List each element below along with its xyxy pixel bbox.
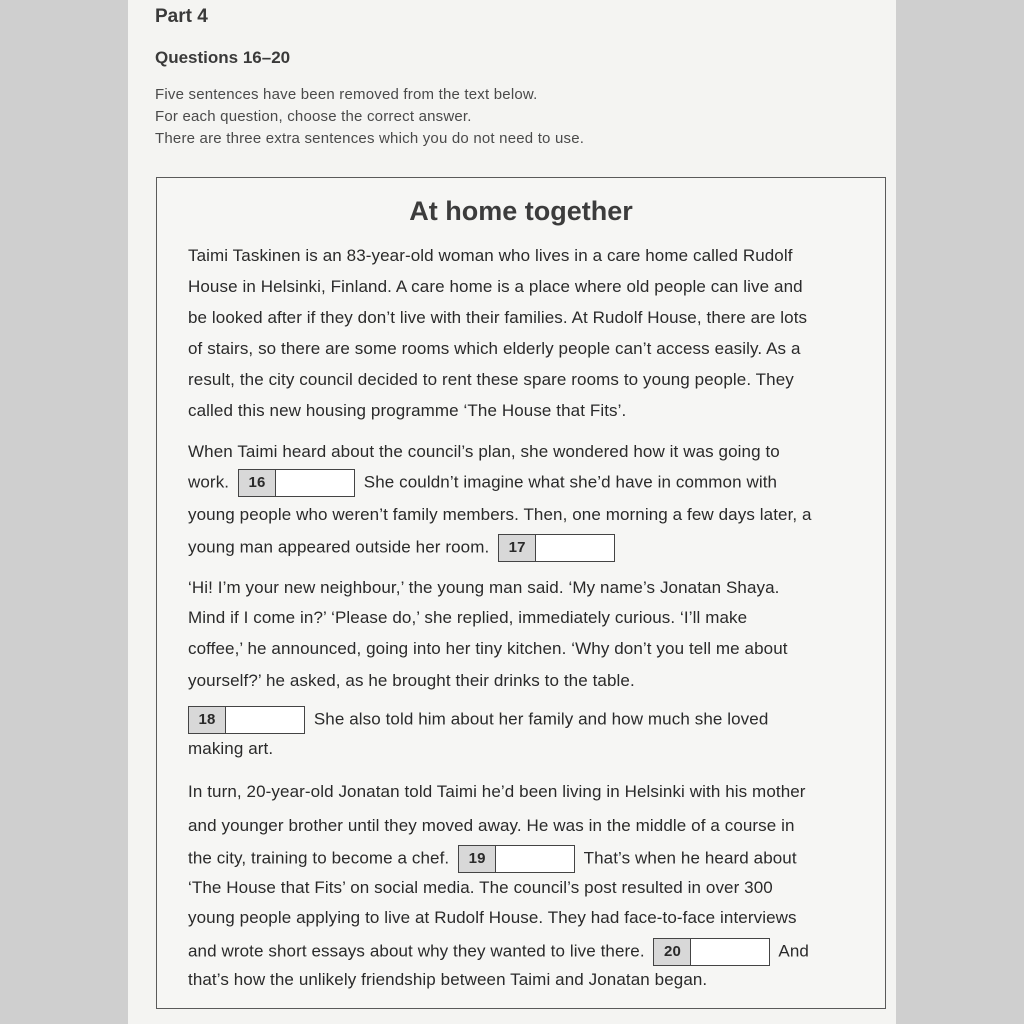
text-segment: and wrote short essays about why they wanted to live there. <box>188 941 645 961</box>
instruction-line: Five sentences have been removed from the text below. <box>155 86 538 103</box>
gap-number: 18 <box>189 707 226 733</box>
answer-gap-16[interactable] <box>238 469 355 497</box>
text-line: called this new housing programme ‘The House that Fits’. <box>188 401 627 420</box>
text-line <box>188 706 768 734</box>
text-line <box>188 534 619 562</box>
part-title: Part 4 <box>155 6 208 27</box>
text-line: young people who weren’t family members. Then, one morning a few days later, a <box>188 505 812 524</box>
gap-blank[interactable] <box>536 535 614 561</box>
text-line <box>188 845 797 873</box>
text-segment: She couldn’t imagine what she’d have in common with <box>363 472 778 492</box>
text-line: making art. <box>188 739 274 758</box>
text-segment: work. <box>188 472 230 492</box>
text-line: of stairs, so there are some rooms which elderly people can’t access easily. As a <box>188 339 801 358</box>
gap-number: 20 <box>654 939 691 965</box>
text-line <box>188 938 809 966</box>
instruction-line: For each question, choose the correct answer. <box>155 108 472 125</box>
text-segment: the city, training to become a chef. <box>188 848 450 868</box>
text-line: ‘Hi! I’m your new neighbour,’ the young man said. ‘My name’s Jonatan Shaya. <box>188 578 780 597</box>
text-line: yourself?’ he asked, as he brought their drinks to the table. <box>188 671 635 690</box>
gap-blank[interactable] <box>691 939 769 965</box>
answer-gap-20[interactable] <box>653 938 770 966</box>
text-line: that’s how the unlikely friendship between Taimi and Jonatan began. <box>188 970 708 989</box>
answer-gap-18[interactable] <box>188 706 305 734</box>
text-segment: And <box>778 941 809 961</box>
instruction-line: There are three extra sentences which you do not need to use. <box>155 130 585 147</box>
gap-blank[interactable] <box>276 470 354 496</box>
answer-gap-17[interactable] <box>498 534 615 562</box>
exam-page <box>128 0 896 1024</box>
article-box <box>156 177 886 1009</box>
text-segment: That’s when he heard about <box>583 848 797 868</box>
text-segment: young man appeared outside her room. <box>188 537 490 557</box>
gap-number: 16 <box>239 470 276 496</box>
gap-number: 17 <box>499 535 536 561</box>
text-line: result, the city council decided to rent these spare rooms to young people. They <box>188 370 794 389</box>
text-line <box>188 469 777 497</box>
answer-gap-19[interactable] <box>458 845 575 873</box>
gap-blank[interactable] <box>496 846 574 872</box>
text-line: House in Helsinki, Finland. A care home is a place where old people can live and <box>188 277 803 296</box>
text-line: In turn, 20-year-old Jonatan told Taimi he’d been living in Helsinki with his mother <box>188 782 806 801</box>
article-title: At home together <box>409 196 633 226</box>
text-line: be looked after if they don’t live with their families. At Rudolf House, there are lots <box>188 308 808 327</box>
text-line: young people applying to live at Rudolf House. They had face-to-face interviews <box>188 908 797 927</box>
text-line: When Taimi heard about the council’s plan, she wondered how it was going to <box>188 442 780 461</box>
text-line: Taimi Taskinen is an 83-year-old woman who lives in a care home called Rudolf <box>188 246 793 265</box>
gap-blank[interactable] <box>226 707 304 733</box>
text-line: Mind if I come in?’ ‘Please do,’ she replied, immediately curious. ‘I’ll make <box>188 608 748 627</box>
gap-number: 19 <box>459 846 496 872</box>
text-line: and younger brother until they moved away. He was in the middle of a course in <box>188 816 795 835</box>
text-line: coffee,’ he announced, going into her tiny kitchen. ‘Why don’t you tell me about <box>188 639 788 658</box>
questions-range: Questions 16–20 <box>155 48 291 67</box>
text-line: ‘The House that Fits’ on social media. The council’s post resulted in over 300 <box>188 878 773 897</box>
text-segment: She also told him about her family and how much she loved <box>313 709 769 729</box>
